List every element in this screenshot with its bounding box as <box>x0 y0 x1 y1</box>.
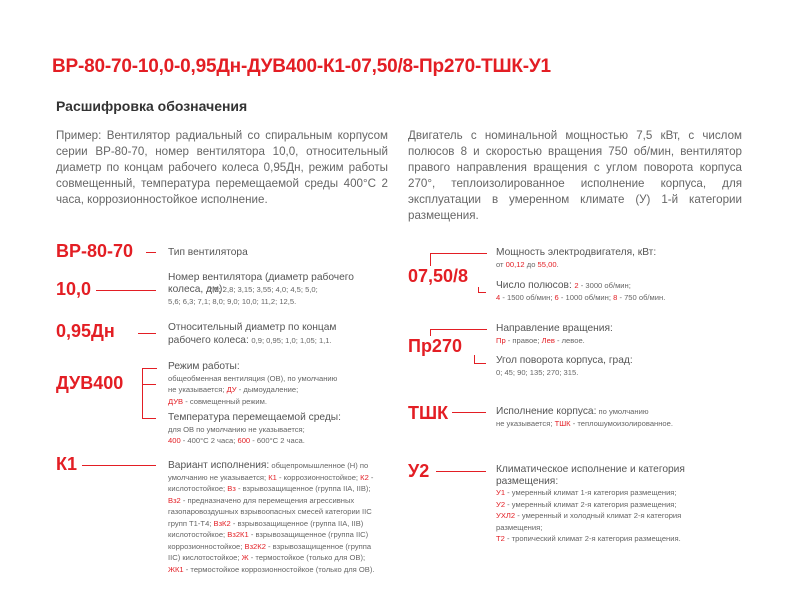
poles-4: 4 <box>496 292 501 302</box>
mode-duv-text: - совмещенный режим. <box>183 396 267 406</box>
variant-l2: кислотостойкое; <box>168 484 228 493</box>
desc-number-values-2: 5,6; 6,3; 7,1; 8,0; 9,0; 10,0; 11,2; 12,5. <box>168 297 297 306</box>
desc-diameter <box>168 322 388 346</box>
climate-uhl2: УХЛ2 <box>496 511 516 520</box>
power-pre: от <box>496 259 506 269</box>
variant-vzk2t: - взрывозащищенное (группа IIA, IIB) <box>230 518 364 528</box>
code-rotation: Пр270 <box>408 336 462 356</box>
temp-400-text: - 400°С 2 часа; <box>180 436 238 445</box>
code-series: ВР-80-70 <box>56 241 134 261</box>
desc-mode-title: Режим работы: <box>168 361 240 372</box>
rotation-right-text: - правое; <box>505 335 542 345</box>
page-title: ВР-80-70-10,0-0,95Дн-ДУВ400-К1-07,50/8-Пр270-ТШК-У1 <box>52 56 551 77</box>
bracket-mode <box>142 368 157 385</box>
variant-vz2k2: Вз2К2 <box>244 541 266 551</box>
desc-body <box>496 405 756 429</box>
variant-vz2k1: Вз2К1 <box>227 530 249 539</box>
climate-u2: У2 <box>496 499 506 509</box>
climate-u1-text: - умеренный климат 1-я категория размещения; <box>505 488 677 497</box>
variant-l7: коррозионностойкое; <box>168 541 245 551</box>
desc-direction <box>496 323 756 346</box>
poles-2-text: - 3000 об/мин; <box>578 281 631 290</box>
desc-angle <box>496 355 756 378</box>
desc-variant-title-rest: общепромышленное (Н) по <box>269 461 369 470</box>
desc-variant <box>168 459 388 575</box>
climate-u2-text: - умеренный климат 2-я категория размещения; <box>505 499 677 509</box>
bracket-angle-vertical <box>474 355 475 363</box>
desc-climate-title: Климатическое исполнение и категория <box>496 464 685 475</box>
intro-text-left: Пример: Вентилятор радиальный со спиральным корпусом серии ВР-80-70, номер вентилятора 10,0, относительный диаметр по концам рабочего колеса 0,95Дн, режим работы совмещенный, температура перемещаемой среды 400°С 2 часа, коррозионностойкое исполнение. <box>56 129 388 206</box>
power-end: . <box>556 259 559 269</box>
angle-values: 0; 45; 90; 135; 270; 315. <box>496 367 579 377</box>
section-subtitle: Расшифровка обозначения <box>56 98 248 114</box>
code-variant: К1 <box>56 454 77 474</box>
variant-k2: К2 <box>360 472 369 482</box>
power-to: 55,00 <box>537 259 557 269</box>
bracket-direction <box>430 329 487 336</box>
variant-vz2t: - предназначено для перемещения агрессивных <box>180 495 355 505</box>
variant-k1t: - коррозионностойкое; <box>276 472 361 482</box>
desc-temp <box>168 412 388 447</box>
desc-number-title: Номер вентилятора (диаметр рабочего колеса, дм): <box>168 272 354 295</box>
desc-poles-title: Число полюсов: <box>496 280 572 291</box>
desc-mode-line-1: общеобменная вентиляция (ОВ), по умолчанию <box>168 373 338 383</box>
variant-vz2k1t: - взрывозащищенное (группа IIC) <box>248 530 369 539</box>
poles-4-text: - 1500 об/мин; <box>500 292 555 302</box>
power-mid: до <box>524 259 538 269</box>
bracket-vertical <box>142 384 143 418</box>
bracket-middle <box>142 384 156 385</box>
mode-du-text: - дымоудаление; <box>236 385 299 394</box>
desc-series-title: Тип вентилятора <box>168 247 248 258</box>
poles-8: 8 <box>613 292 618 302</box>
variant-zh: Ж <box>241 553 249 562</box>
climate-uhl2-text: - умеренный и холодный климат 2-я категория <box>515 511 682 520</box>
bracket-power <box>430 253 487 266</box>
code-climate: У2 <box>408 461 430 481</box>
desc-variant-title: Вариант исполнения: <box>168 460 270 471</box>
variant-zhk1: ЖК1 <box>168 564 184 574</box>
intro-text-right: Двигатель с номинальной мощностью 7,5 кВт, с числом полюсов 8 и скоростью вращения 750 об/мин, вентилятор правого направления вращения с углом поворота корпуса 270°, теплоизолированное исполнение корпуса, для эксплуатации в умеренном климате (У) 1-й категории размещения. <box>408 129 742 222</box>
connector-line <box>452 412 486 413</box>
variant-l4: газопаровоздушных взрывоопасных смесей категории IIC <box>168 507 372 516</box>
code-mode: ДУВ400 <box>56 373 124 393</box>
desc-mode-line-2: не указывается; <box>168 385 225 394</box>
desc-temp-line-1: для ОВ по умолчанию не указывается; <box>168 424 305 434</box>
variant-zht: - термостойкое (только для ОВ); <box>248 553 366 562</box>
poles-2: 2 <box>574 281 579 290</box>
climate-u1: У1 <box>496 488 506 497</box>
variant-k2t: - <box>368 472 374 482</box>
variant-l8: IIC) кислотостойкое; <box>168 553 242 562</box>
body-l1: не указывается; <box>496 418 555 428</box>
connector-line <box>436 471 486 472</box>
code-body: ТШК <box>408 403 449 423</box>
temp-600-text: - 600°С 2 часа. <box>250 436 305 445</box>
desc-mode <box>168 361 388 407</box>
variant-zhk1t: - термостойкое коррозионностойкое (только для ОВ). <box>183 564 375 574</box>
variant-vz2: Вз2 <box>168 495 181 505</box>
code-number: 10,0 <box>56 279 92 299</box>
desc-climate-title-2: размещения: <box>496 475 559 487</box>
body-tshk: ТШК <box>554 418 571 428</box>
rotation-right-code: Пр <box>496 335 506 345</box>
desc-angle-title: Угол поворота корпуса, град: <box>496 355 633 366</box>
bracket-poles <box>478 292 486 293</box>
bracket-temp <box>142 418 156 419</box>
code-motor: 07,50/8 <box>408 266 469 286</box>
desc-power-title: Мощность электродвигателя, кВт: <box>496 247 657 258</box>
desc-diameter-values: 0,9; 0,95; 1,0; 1,05; 1,1. <box>251 335 332 345</box>
variant-vz: Вз <box>227 484 236 493</box>
desc-body-title: Исполнение корпуса: <box>496 406 597 417</box>
variant-vz2k2t: - взрывозащищенное (группа <box>265 541 372 551</box>
connector-line <box>146 252 156 253</box>
desc-diameter-title: Относительный диаметр по концам <box>168 322 337 333</box>
variant-vzk2: ВзК2 <box>213 518 231 528</box>
mode-duv-code: ДУВ <box>168 396 184 406</box>
desc-direction-title: Направление вращения: <box>496 323 613 334</box>
climate-l4: размещения; <box>496 522 543 532</box>
temp-600-code: 600 <box>237 436 251 445</box>
desc-temp-title: Температура перемещаемой среды: <box>168 412 341 423</box>
poles-6-text: - 1000 об/мин; <box>558 292 614 302</box>
poles-6: 6 <box>554 292 559 302</box>
desc-climate <box>496 464 766 545</box>
climate-t2: Т2 <box>496 534 505 543</box>
power-from: 00,12 <box>505 259 525 269</box>
desc-poles <box>496 279 766 303</box>
desc-number-values-1: 2,5; 2,8; 3,15; 3,55; 4,0; 4,5; 5,0; <box>208 285 318 294</box>
connector-line <box>138 333 156 334</box>
desc-power <box>496 247 756 270</box>
temp-400-code: 400 <box>168 436 181 445</box>
bracket-angle <box>474 363 486 364</box>
variant-vzt: - взрывозащищенное (группа IIA, IIB); <box>235 484 371 493</box>
variant-k1: К1 <box>268 472 277 482</box>
rotation-left-code: Лев <box>541 335 555 345</box>
connector-line <box>82 465 156 466</box>
desc-diameter-title-2: рабочего колеса: <box>168 334 249 346</box>
body-tshk-text: - теплошумоизолированное. <box>570 418 673 428</box>
variant-l1: умолчанию не указывается; <box>168 472 269 482</box>
rotation-left-text: - левое. <box>554 335 585 345</box>
mode-du-code: ДУ <box>226 385 237 394</box>
desc-series <box>168 246 248 259</box>
variant-l5: групп Т1-Т4; <box>168 518 214 528</box>
climate-t2-text: - тропический климат 2-я категория размещения. <box>504 534 681 543</box>
desc-number <box>168 272 368 308</box>
code-diameter: 0,95Дн <box>56 321 115 341</box>
variant-l6: кислотостойкое; <box>168 530 228 539</box>
connector-line <box>96 290 156 291</box>
poles-8-text: - 750 об/мин. <box>617 292 666 302</box>
desc-body-title-rest: по умолчанию <box>596 407 649 416</box>
